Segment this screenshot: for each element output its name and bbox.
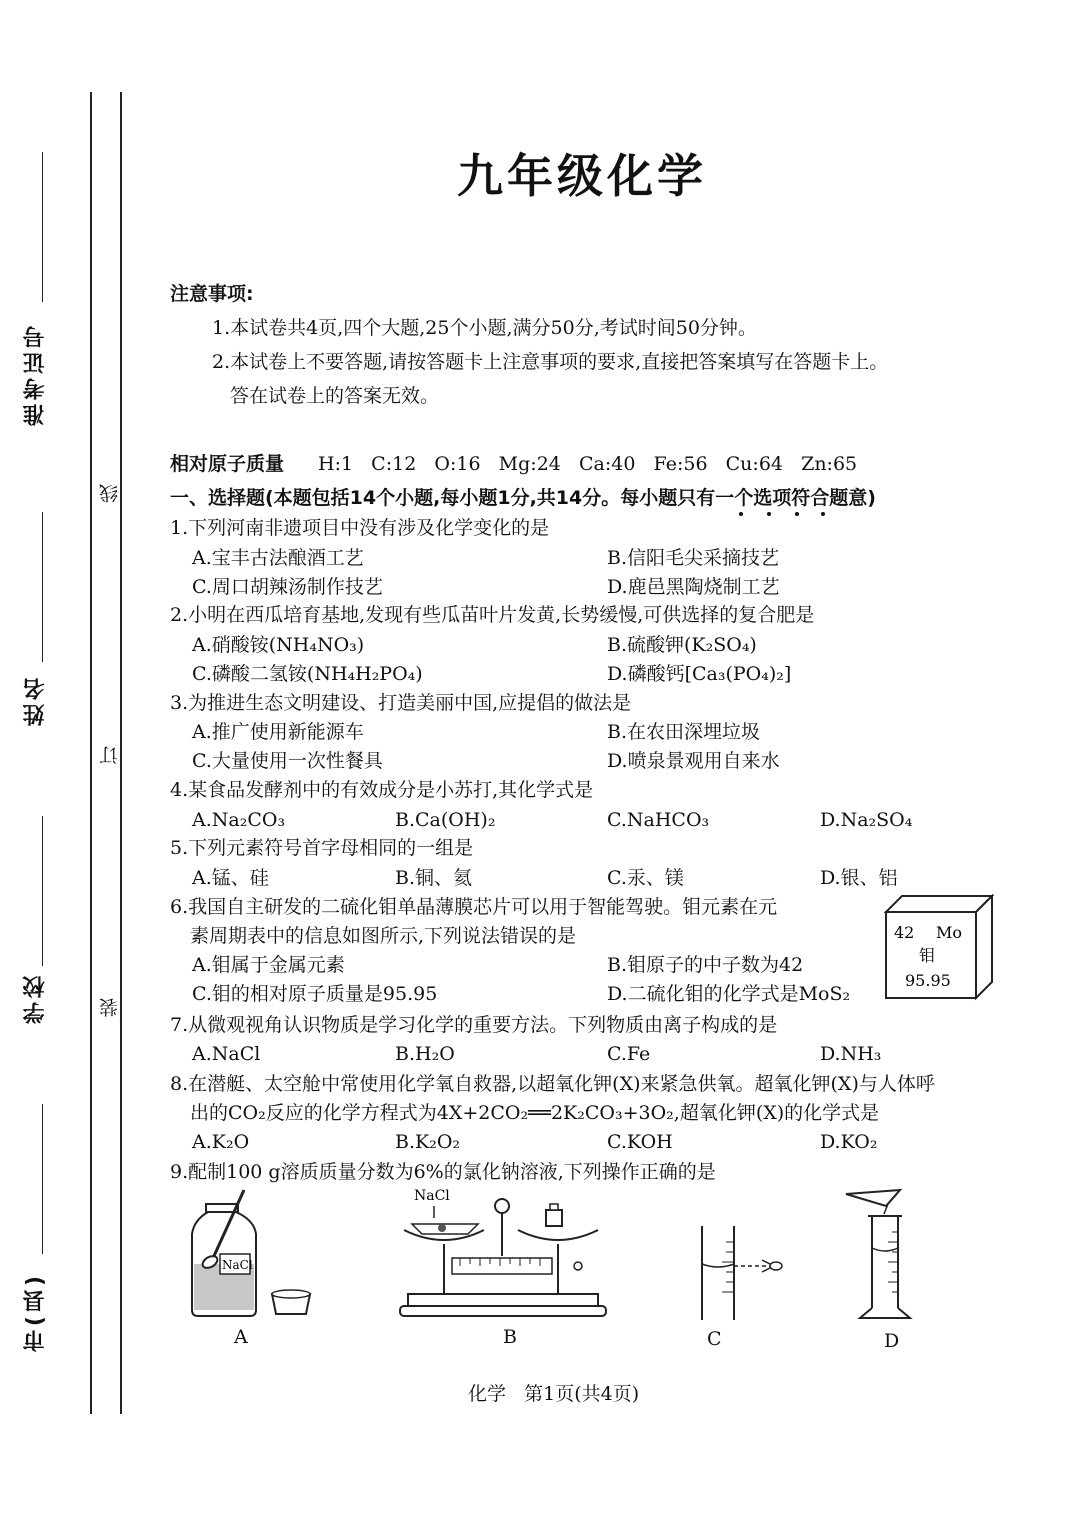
figure-label-a: A (234, 1326, 248, 1348)
question-7-option-d: D.NH₃ (820, 1043, 882, 1065)
figure-b-balance (398, 1184, 610, 1320)
question-1-option-a: A.宝丰古法酿酒工艺 (192, 547, 364, 569)
question-1-option-c: C.周口胡辣汤制作技艺 (192, 576, 383, 598)
question-3-stem: 3.为推进生态文明建设、打造美丽中国,应提倡的做法是 (170, 692, 632, 714)
blank-line-school (42, 816, 43, 966)
question-8-stem-2: 出的CO₂反应的化学方程式为4X+2CO₂══2K₂CO₃+3O₂,超氧化钾(X)的化学式是 (190, 1102, 880, 1124)
label-name: 姓名 (23, 674, 48, 726)
question-6-option-d: D.二硫化钼的化学式是MoS₂ (607, 983, 851, 1005)
question-6-option-b: B.钼原子的中子数为42 (607, 954, 804, 976)
question-1-option-b: B.信阳毛尖采摘技艺 (607, 547, 780, 569)
question-2-option-a: A.硝酸铵(NH₄NO₃) (192, 634, 365, 656)
emphasis-dot (767, 512, 771, 516)
question-8-option-c: C.KOH (607, 1131, 673, 1153)
question-6-option-c: C.钼的相对原子质量是95.95 (192, 983, 438, 1005)
emphasis-dot (795, 512, 799, 516)
question-3-option-b: B.在农田深埋垃圾 (607, 721, 761, 743)
question-7-option-c: C.Fe (607, 1043, 651, 1065)
question-1-stem: 1.下列河南非遗项目中没有涉及化学变化的是 (170, 517, 550, 539)
element-symbol: Mo (936, 923, 963, 942)
element-atomic-number: 42 (894, 923, 915, 942)
section-heading: 一、选择题(本题包括14个小题,每小题1分,共14分。每小题只有一个选项符合题意) (170, 487, 876, 509)
question-4-option-c: C.NaHCO₃ (607, 809, 710, 831)
question-5-option-b: B.铜、氦 (395, 867, 473, 889)
question-5-option-c: C.汞、镁 (607, 867, 684, 889)
question-2-option-b: B.硫酸钾(K₂SO₄) (607, 634, 757, 656)
bind-mark-bind: 装 (99, 998, 121, 1017)
question-8-option-d: D.KO₂ (820, 1131, 878, 1153)
question-2-stem: 2.小明在西瓜培育基地,发现有些瓜苗叶片发黄,长势缓慢,可供选择的复合肥是 (170, 604, 815, 626)
label-school: 学校 (23, 972, 48, 1024)
question-6-stem-2: 素周期表中的信息如图所示,下列说法错误的是 (190, 925, 577, 947)
atomic-mass-values: H:1 C:12 O:16 Mg:24 Ca:40 Fe:56 Cu:64 Zn:65 (318, 453, 858, 475)
binding-line-outer (90, 92, 92, 1414)
question-5-option-d: D.银、铝 (820, 867, 898, 889)
figure-d-cylinder-pouring (842, 1188, 922, 1326)
question-7-stem: 7.从微观视角认识物质是学习化学的重要方法。下列物质由离子构成的是 (170, 1014, 778, 1036)
notice-heading: 注意事项: (170, 283, 254, 305)
blank-line-name (42, 512, 43, 662)
atomic-mass-label: 相对原子质量 (170, 453, 285, 475)
question-4-stem: 4.某食品发酵剂中的有效成分是小苏打,其化学式是 (170, 779, 594, 801)
question-3-option-d: D.喷泉景观用自来水 (607, 750, 780, 772)
figure-a-nacl-label: NaCl (222, 1258, 253, 1272)
figure-label-b: B (503, 1326, 517, 1348)
figure-b-nacl-label: NaCl (414, 1188, 450, 1204)
question-4-option-b: B.Ca(OH)₂ (395, 809, 496, 831)
notice-item-2-cont: 答在试卷上的答案无效。 (230, 385, 440, 407)
question-2-option-c: C.磷酸二氢铵(NH₄H₂PO₄) (192, 663, 423, 685)
question-7-option-b: B.H₂O (395, 1043, 455, 1065)
question-5-option-a: A.锰、硅 (192, 867, 269, 889)
question-3-option-c: C.大量使用一次性餐具 (192, 750, 383, 772)
notice-item-2: 2.本试卷上不要答题,请按答题卡上注意事项的要求,直接把答案填写在答题卡上。 (212, 351, 889, 373)
emphasis-dot (739, 512, 743, 516)
question-7-option-a: A.NaCl (192, 1043, 261, 1065)
figure-label-d: D (884, 1330, 900, 1352)
bind-mark-line: 线 (99, 484, 121, 503)
figure-c-cylinder-reading (696, 1222, 796, 1322)
page-title: 九年级化学 (457, 149, 707, 203)
notice-item-1: 1.本试卷共4页,四个大题,25个小题,满分50分,考试时间50分钟。 (212, 317, 757, 339)
question-6-stem-1: 6.我国自主研发的二硫化钼单晶薄膜芯片可以用于智能驾驶。钼元素在元 (170, 896, 778, 918)
blank-line-city (42, 1104, 43, 1254)
question-2-option-d: D.磷酸钙[Ca₃(PO₄)₂] (607, 663, 792, 685)
element-mass: 95.95 (905, 971, 951, 990)
question-5-stem: 5.下列元素符号首字母相同的一组是 (170, 837, 474, 859)
question-3-option-a: A.推广使用新能源车 (192, 721, 364, 743)
page-footer: 化学 第1页(共4页) (468, 1383, 640, 1405)
element-card-figure (884, 894, 998, 1004)
figure-a-reagent-bottle (186, 1186, 316, 1320)
question-4-option-a: A.Na₂CO₃ (192, 809, 286, 831)
question-9-stem: 9.配制100 g溶质质量分数为6%的氯化钠溶液,下列操作正确的是 (170, 1161, 716, 1183)
question-1-option-d: D.鹿邑黑陶烧制工艺 (607, 576, 780, 598)
question-4-option-d: D.Na₂SO₄ (820, 809, 913, 831)
bind-mark-staple: 订 (99, 746, 121, 765)
question-8-option-a: A.K₂O (192, 1131, 250, 1153)
element-name: 钼 (919, 946, 936, 965)
label-exam-number: 准考证号 (23, 322, 48, 426)
label-city: 市(县) (23, 1272, 48, 1353)
figure-label-c: C (707, 1328, 722, 1350)
question-6-option-a: A.钼属于金属元素 (192, 954, 345, 976)
question-8-option-b: B.K₂O₂ (395, 1131, 461, 1153)
emphasis-dot (821, 512, 825, 516)
question-8-stem-1: 8.在潜艇、太空舱中常使用化学氧自救器,以超氧化钾(X)来紧急供氧。超氧化钾(X)与人体呼 (170, 1073, 935, 1095)
